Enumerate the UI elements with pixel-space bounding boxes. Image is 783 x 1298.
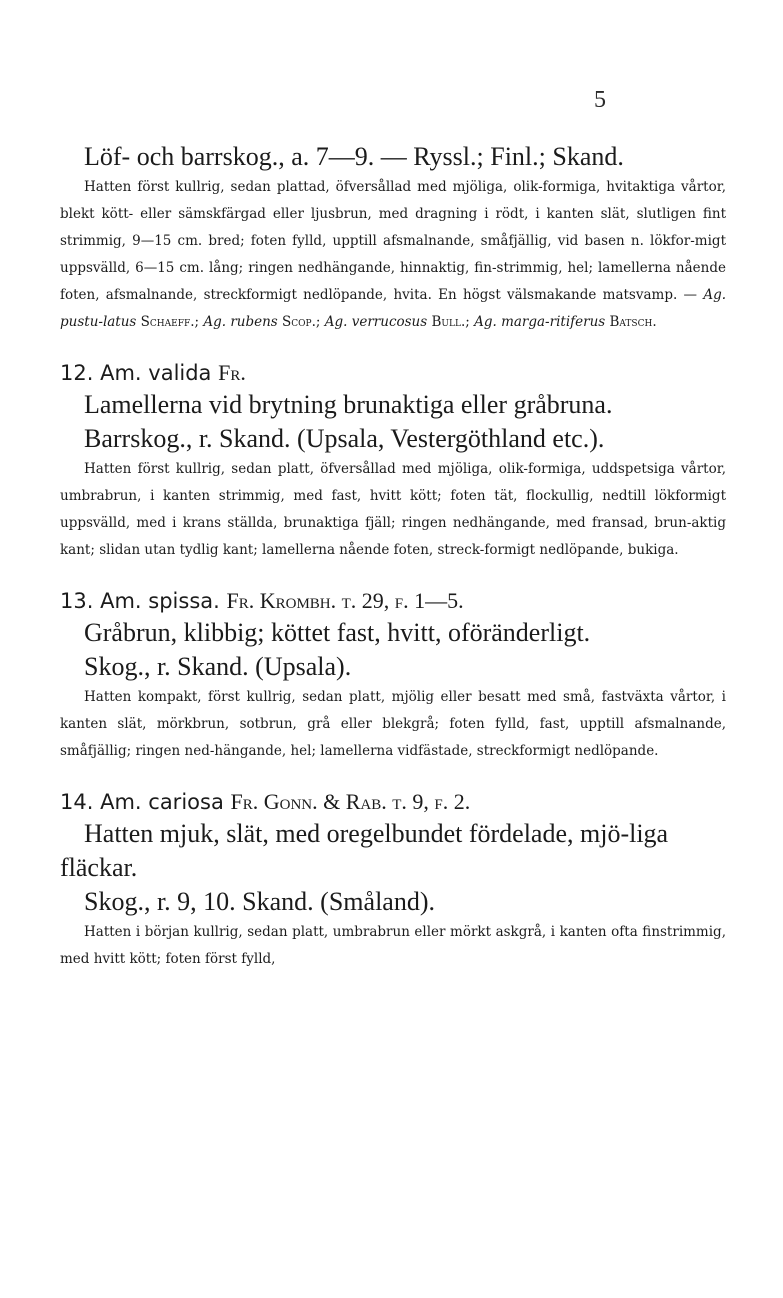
species-author: Fr. <box>218 360 246 385</box>
synonym-name: Ag. marga-ritiferus <box>474 314 606 330</box>
habitat-line: Löf- och barrskog., a. 7—9. — Ryssl.; Finl.; Skand. <box>84 142 624 171</box>
habitat: Skog., r. Skand. (Upsala). <box>84 652 352 681</box>
entry-heading <box>60 586 726 616</box>
species-name: Am. cariosa <box>100 790 224 814</box>
species-author: Fr. Krombh. t. 29, f. 1—5. <box>226 588 464 613</box>
entry-number: 13. <box>60 589 94 613</box>
text-body <box>60 140 726 973</box>
description-text: Hatten först kullrig, sedan plattad, öfversållad med mjöliga, olik-formiga, hvitaktiga vårtor, blekt kött- eller sämskfärgad eller ljusbrun, med dragning i rödt, i kanten slät, slutligen fint strimmig, 9—15 cm. bred; foten fylld, upptill afsmalnande, småfjällig, vid basen n. lökfor-migt uppsvälld, 6—15 cm. lång; ringen nedhängande, hinnaktig, fin-strimmig, hel; lamellerna nående foten, afsmalnande, streckformigt nedlöpande, hvita. En högst välsmakande matsvamp. — <box>60 179 726 303</box>
entry-number: 14. <box>60 790 94 814</box>
habitat: Barrskog., r. Skand. (Upsala, Vestergöthland etc.). <box>84 424 605 453</box>
synonym-author: Bull.; <box>431 314 470 330</box>
synonym-author: Scop.; <box>282 314 321 330</box>
species-description <box>60 174 726 336</box>
diagnosis: Hatten mjuk, slät, med oregelbundet fördelade, mjö-liga fläckar. <box>60 819 669 882</box>
entry-heading <box>60 787 726 817</box>
species-description: Hatten i början kullrig, sedan platt, umbrabrun eller mörkt askgrå, i kanten ofta finstrimmig, med hvitt kött; foten först fylld, <box>60 924 726 967</box>
synonym-name: Ag. pustu-latus <box>60 287 727 330</box>
species-description: Hatten först kullrig, sedan platt, öfversållad med mjöliga, olik-formiga, uddspetsiga vårtor, umbrabrun, i kanten strimmig, med fast, hvitt kött; foten tät, flockullig, nedtill lökformigt uppsvälld, med i krans ställda, brunaktiga fjäll; ringen nedhängande, med fransad, brun-aktig kant; slidan utan tydlig kant; lamellerna nående foten, streck-formigt nedlöpande, bukiga. <box>60 461 726 558</box>
species-entry <box>60 787 726 973</box>
species-description: Hatten kompakt, först kullrig, sedan platt, mjölig eller besatt med små, fastväxta vårtor, i kanten slät, mörkbrun, sotbrun, grå eller blekgrå; foten fylld, fast, upptill afsmalnande, småfjällig; ringen ned-hängande, hel; lamellerna vidfästade, streckformigt nedlöpande. <box>60 689 726 759</box>
species-entry <box>60 358 726 564</box>
habitat: Skog., r. 9, 10. Skand. (Småland). <box>84 887 435 916</box>
species-entry <box>60 586 726 765</box>
species-author: Fr. Gonn. & Rab. t. 9, f. 2. <box>230 789 471 814</box>
entry-heading <box>60 358 726 388</box>
synonym-name: Ag. verrucosus <box>324 314 428 330</box>
diagnosis: Lamellerna vid brytning brunaktiga eller gråbruna. <box>84 390 613 419</box>
species-name: Am. valida <box>100 361 212 385</box>
synonym-author: Schaeff.; <box>140 314 200 330</box>
diagnosis: Gråbrun, klibbig; köttet fast, hvitt, oföränderligt. <box>84 618 591 647</box>
page-number: 5 <box>594 87 606 113</box>
synonym-author: Batsch. <box>609 314 657 330</box>
synonym-name: Ag. rubens <box>203 314 278 330</box>
species-name: Am. spissa. <box>100 589 220 613</box>
entry-number: 12. <box>60 361 94 385</box>
